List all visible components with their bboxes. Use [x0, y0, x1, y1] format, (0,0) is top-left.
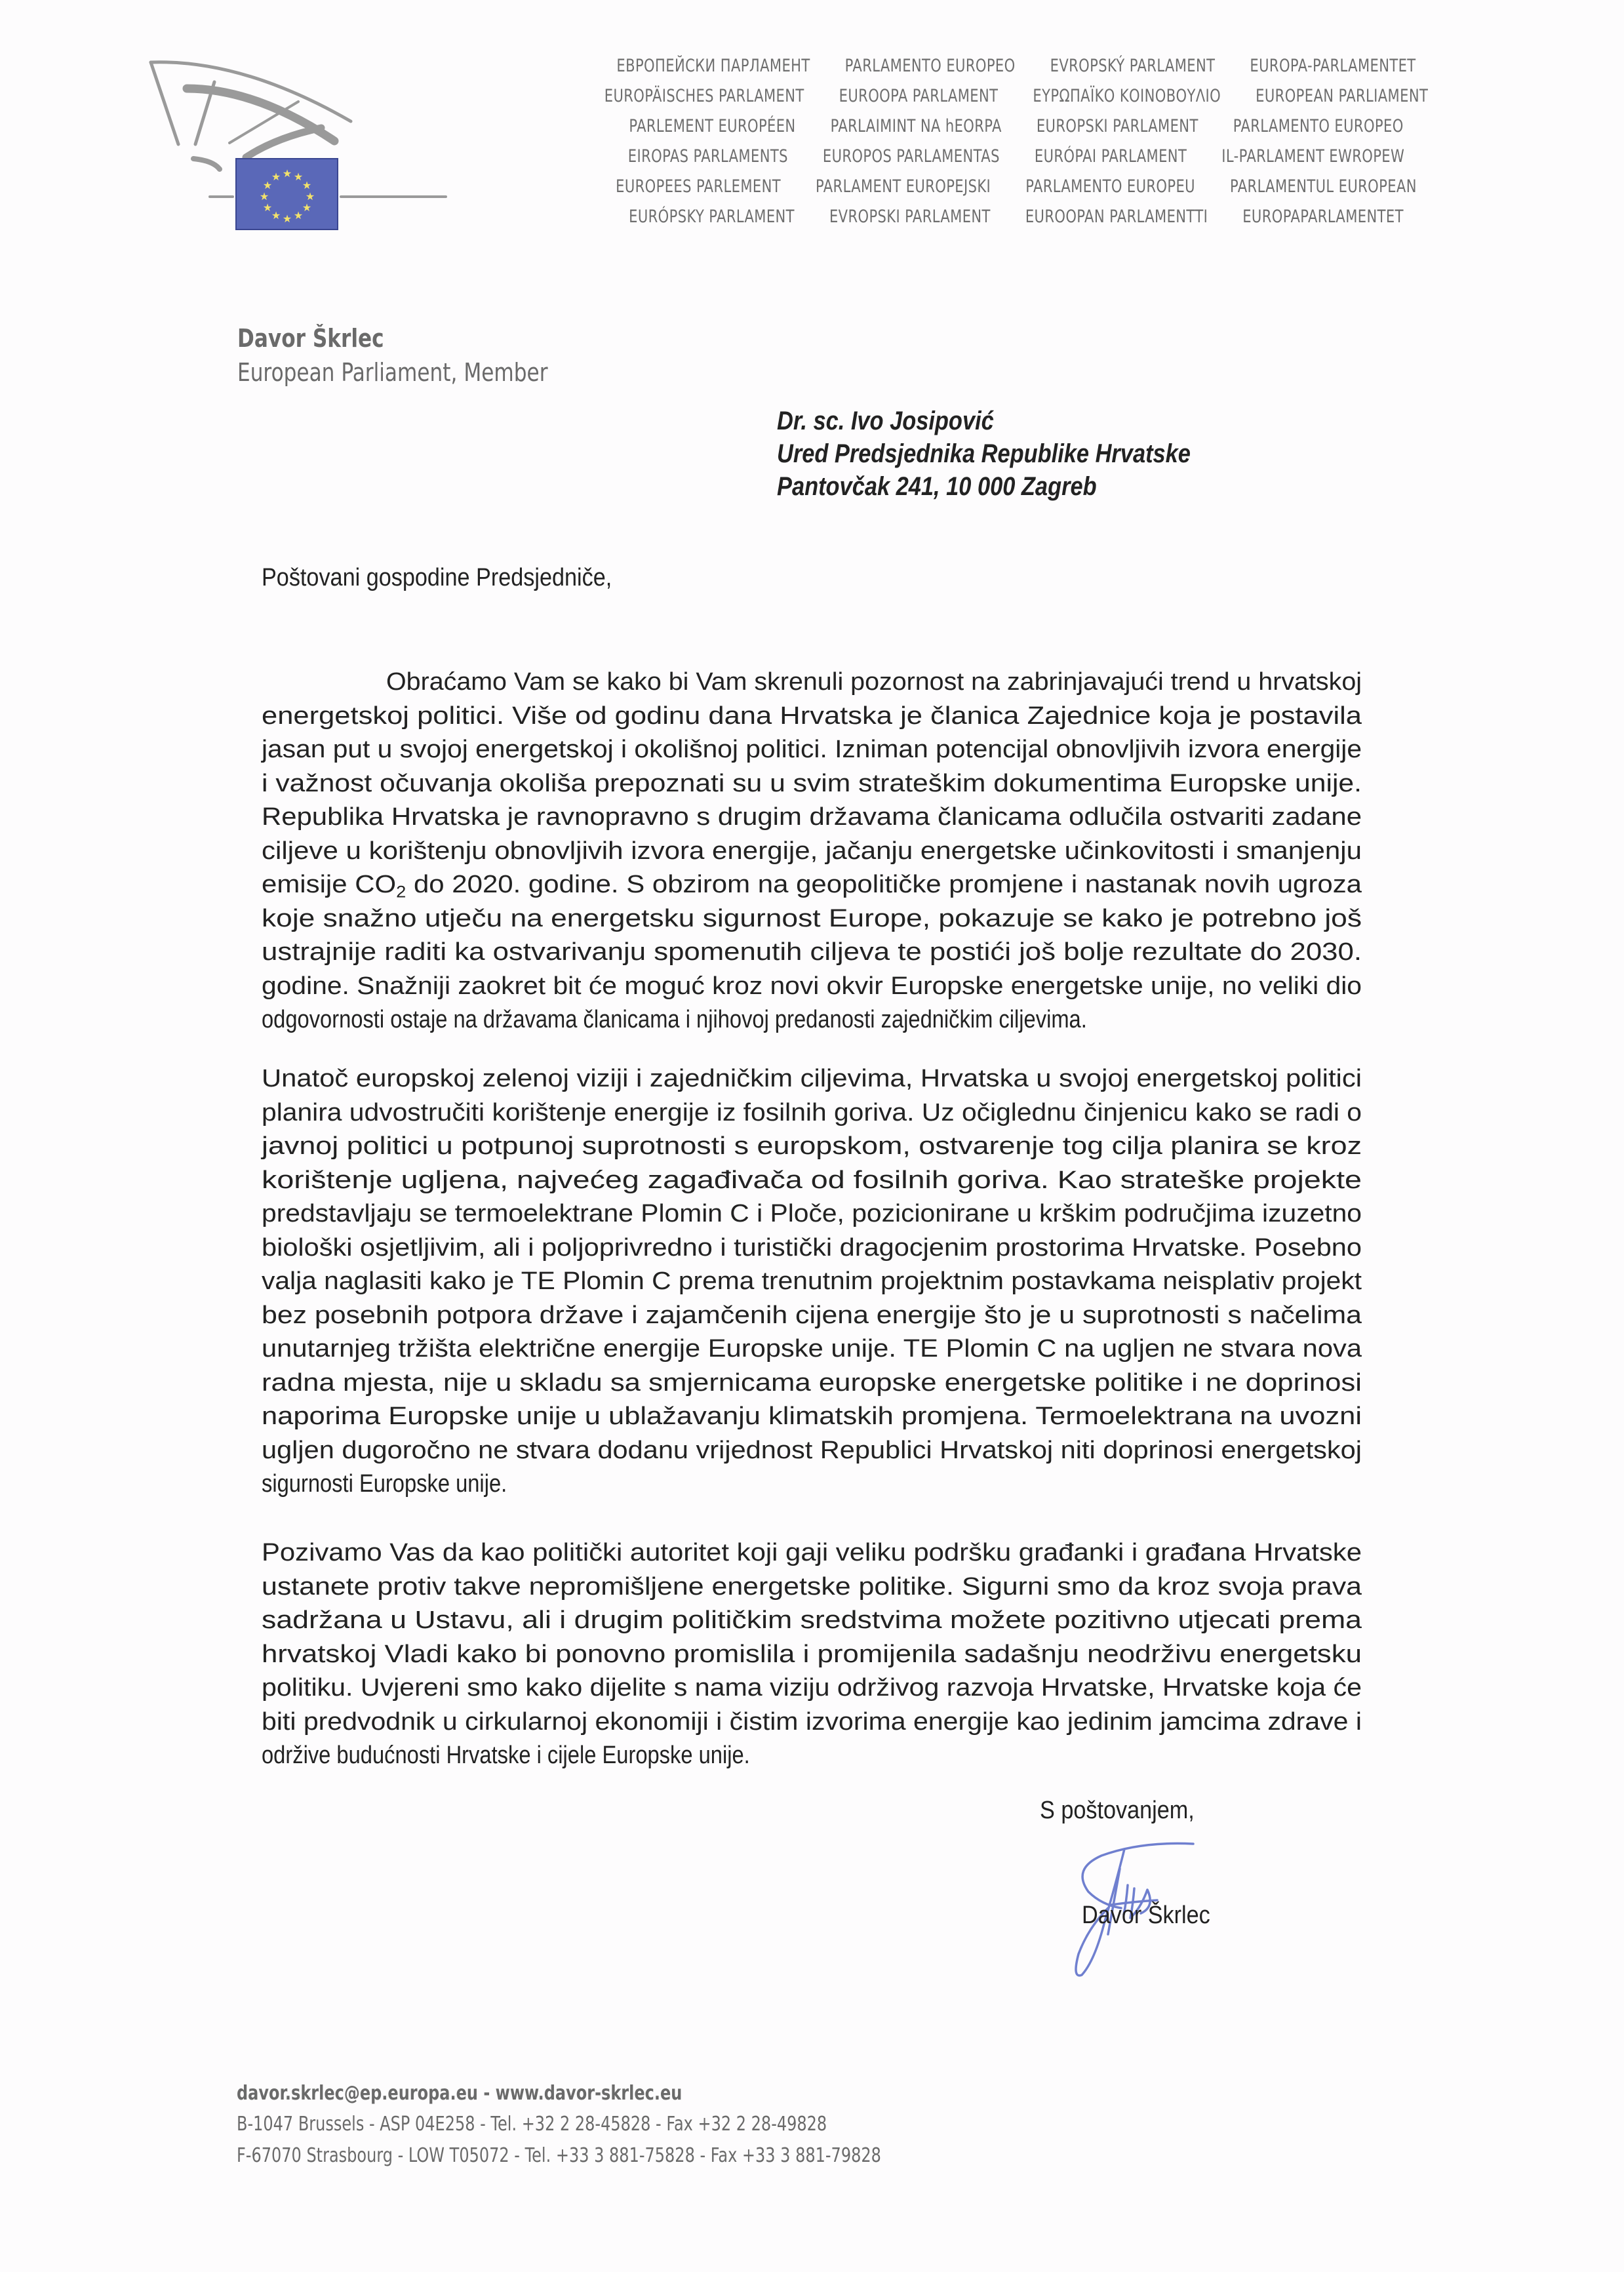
text-line-content: biti predvodnik u cirkularnoj ekonomiji i čistim izvorima energije kao jedinim jamcima zdrave i	[262, 1707, 1362, 1736]
footer-contact: davor.skrlec@ep.europa.eu - www.davor-skrlec.eu	[237, 2082, 683, 2105]
parliament-name: ΕΥΡΩΠΑΪΚΟ ΚΟΙΝΟΒΟΥΛΙΟ	[1033, 86, 1221, 106]
svg-text:★: ★	[305, 190, 315, 203]
text-line-content: sigurnosti Europske unije.	[262, 1470, 507, 1498]
text-line	[262, 1536, 1362, 1570]
parliament-name: EVROPSKÝ PARLAMENT	[1050, 56, 1216, 76]
text-line	[262, 936, 1362, 970]
text-line	[262, 1638, 1362, 1672]
european-parliament-logo-icon	[125, 46, 465, 243]
text-line	[262, 868, 1362, 902]
text-line	[262, 1197, 1362, 1231]
parliament-name: EUROPOS PARLAMENTAS	[822, 146, 1000, 167]
text-line	[262, 1299, 1362, 1333]
paragraph-2	[262, 1062, 1362, 1502]
text-line-content: jasan put u svojoj energetskoj i okolišnoj politici. Izniman potencijal obnovljivih izvora energije	[262, 736, 1362, 763]
paragraph-3	[262, 1536, 1362, 1773]
parliament-name: PARLAMENT EUROPEJSKI	[816, 176, 991, 197]
text-line	[262, 801, 1362, 835]
language-line	[582, 202, 1451, 232]
text-line-content: planira udvostručiti korištenje energije iz fosilnih goriva. Uz očiglednu činjenicu kako se radi o	[262, 1098, 1362, 1126]
parliament-name: PARLEMENT EUROPÉEN	[629, 116, 796, 136]
text-line-content: radna mjesta, nije u skladu sa smjernicama europske energetske politike i ne doprinosi	[262, 1368, 1362, 1397]
text-line-content: energetskoj politici. Više od godinu dana Hrvatska je članica Zajednice koja je postavila	[262, 702, 1362, 730]
text-line	[262, 1604, 1362, 1638]
text-line	[262, 1062, 1362, 1096]
text-line	[262, 767, 1362, 801]
text-line	[262, 970, 1362, 1004]
parliament-name: EVROPSKI PARLAMENT	[829, 207, 991, 227]
svg-text:★: ★	[302, 179, 312, 191]
text-line	[262, 1332, 1362, 1366]
sender-title: European Parliament, Member	[237, 358, 548, 387]
closing-phrase: S poštovanjem,	[1040, 1797, 1195, 1824]
parliament-name: EUROPAPARLAMENTET	[1242, 207, 1404, 227]
parliament-name: PARLAMENTO EUROPEO	[1233, 116, 1404, 136]
text-line	[262, 1366, 1362, 1401]
parliament-name: EUROOPAN PARLAMENTTI	[1025, 207, 1208, 227]
parliament-name: PARLAMENTUL EUROPEAN	[1230, 176, 1417, 197]
text-line	[262, 1231, 1362, 1266]
text-line-content: godine. Snažniji zaokret bit će moguć kroz novi okvir Europske energetske unije, no veliki dio	[262, 972, 1362, 1000]
parliament-name: EUROPEES PARLEMENT	[616, 176, 781, 197]
text-line	[262, 1265, 1362, 1299]
language-line	[582, 142, 1451, 172]
text-line-content: ustanete protiv takve nepromišljene energetske politike. Sigurni smo da kroz svoja prava	[262, 1572, 1362, 1601]
footer-brussels-address: B-1047 Brussels - ASP 04E258 - Tel. +32 2 28-45828 - Fax +32 2 28-49828	[237, 2113, 827, 2136]
text-line	[262, 1671, 1362, 1705]
text-line	[262, 700, 1362, 734]
text-line	[262, 1570, 1362, 1604]
text-line-content: valja naglasiti kako je TE Plomin C prema trenutnim projektnim postavkama neisplativ projekt	[262, 1267, 1362, 1295]
text-line-content: odgovornosti ostaje na državama članicama i njihovoj predanosti zajedničkim ciljevima.	[262, 1006, 1087, 1033]
text-line	[262, 1003, 1362, 1037]
language-line	[582, 51, 1451, 81]
text-line-content: unutarnjeg tržišta električne energije Europske unije. TE Plomin C na ugljen ne stvara nova	[262, 1335, 1362, 1363]
svg-text:★: ★	[282, 212, 292, 225]
svg-text:★: ★	[282, 167, 292, 180]
text-line-content: ciljeve u korištenju obnovljivih izvora energije, jačanju energetske učinkovitosti i smanjenju	[262, 837, 1362, 865]
text-line-content: Unatoč europskoj zelenoj viziji i zajedničkim ciljevima, Hrvatska u svojoj energetskoj politici	[262, 1065, 1362, 1092]
parliament-name: IL-PARLAMENT EWROPEW	[1221, 146, 1405, 167]
svg-text:★: ★	[259, 190, 269, 203]
text-line	[262, 733, 1362, 767]
text-line	[262, 666, 1362, 700]
svg-text:★: ★	[262, 179, 273, 191]
text-line-content: hrvatskoj Vladi kako bi ponovno promislila i promijenila sadašnju neodrživu energetsku	[262, 1640, 1362, 1668]
text-line-content: emisije $CO_2$ do 2020. godine. S obzirom na geopolitičke promjene i nastanak novih ugroza	[262, 871, 1362, 902]
parliament-name: EUROPÄISCHES PARLAMENT	[604, 86, 804, 106]
text-line	[262, 902, 1362, 936]
sender-name: Davor Škrlec	[237, 324, 384, 353]
text-line	[262, 1096, 1362, 1130]
parliament-name: EURÓPSKY PARLAMENT	[629, 207, 795, 227]
text-line-content: korištenje ugljena, najvećeg zagađivača od fosilnih goriva. Kao strateške projekte	[262, 1166, 1362, 1194]
svg-text:★: ★	[271, 170, 281, 183]
parliament-name: EIROPAS PARLAMENTS	[627, 146, 788, 167]
text-line	[262, 1164, 1362, 1198]
text-line-content: bez posebnih potpora države i zajamčenih cijena energije što je u suprotnosti s načelima	[262, 1301, 1362, 1329]
salutation: Poštovani gospodine Predsjedniče,	[262, 564, 612, 591]
recipient-office: Ured Predsjednika Republike Hrvatske	[777, 439, 1191, 468]
parliament-name: ЕВРОПЕЙСКИ ПАРЛАМЕНТ	[616, 56, 810, 76]
text-line-content: biološki osjetljivim, ali i poljoprivredno i turistički dragocjenim prostorima Hrvatske. Posebno	[262, 1233, 1362, 1262]
text-line-content: Obraćamo Vam se kako bi Vam skrenuli pozornost na zabrinjavajući trend u hrvatskoj	[386, 668, 1362, 696]
parliament-name: EUROPSKI PARLAMENT	[1036, 116, 1198, 136]
parliament-name: EURÓPAI PARLAMENT	[1034, 146, 1187, 167]
text-line-content: sadržana u Ustavu, ali i drugim političkim sredstvima možete pozitivno utjecati prema	[262, 1606, 1362, 1634]
parliament-name: PARLAMENTO EUROPEO	[844, 56, 1016, 76]
text-line	[262, 1467, 1362, 1502]
paragraph-1	[262, 666, 1362, 1037]
svg-text:★: ★	[302, 201, 312, 214]
text-line-content: predstavljaju se termoelektrane Plomin C i Ploče, pozicionirane u krškim područjima izuzetno	[262, 1200, 1362, 1227]
text-line	[262, 835, 1362, 869]
signed-name: Davor Škrlec	[1082, 1902, 1210, 1929]
svg-text:★: ★	[293, 209, 304, 222]
text-line	[262, 1705, 1362, 1740]
parliament-name: EUROPA-PARLAMENTET	[1250, 56, 1416, 76]
text-line	[262, 1130, 1362, 1164]
text-line-content: održive budućnosti Hrvatske i cijele Europske unije.	[262, 1742, 750, 1769]
footer-strasbourg-address: F-67070 Strasbourg - LOW T05072 - Tel. +33 3 881-75828 - Fax +33 3 881-79828	[237, 2144, 881, 2167]
text-line-content: politiku. Uvjereni smo kako dijelite s nama viziju održivog razvoja Hrvatske, Hrvatske koja će	[262, 1674, 1362, 1702]
language-line	[582, 111, 1451, 142]
parliament-name: PARLAMENTO EUROPEU	[1025, 176, 1195, 197]
text-line-content: ugljen dugoročno ne stvara dodanu vrijednost Republici Hrvatskoj niti doprinosi energetskoj	[262, 1436, 1362, 1464]
text-line	[262, 1739, 1362, 1773]
text-line-content: naporima Europske unije u ublažavanju klimatskih promjena. Termoelektrana na uvozni	[262, 1403, 1362, 1430]
text-line	[262, 1400, 1362, 1434]
parliament-name: PARLAIMINT NA hEORPA	[830, 116, 1002, 136]
hemicycle-logo-icon	[125, 46, 465, 243]
svg-text:★: ★	[271, 209, 281, 222]
text-line-content: Republika Hrvatska je ravnopravno s drugim državama članicama odlučila ostvariti zadane	[262, 803, 1362, 831]
text-line-content: ustrajnije raditi ka ostvarivanju spomenutih ciljeva te postići još bolje rezultate do 2030.	[262, 938, 1362, 966]
text-line-content: Pozivamo Vas da kao politički autoritet koji gaji veliku podršku građanki i građana Hrvatske	[262, 1539, 1362, 1566]
text-line-content: koje snažno utječu na energetsku sigurnost Europe, pokazuje se kako je potrebno još	[262, 904, 1362, 932]
parliament-name: EUROPEAN PARLIAMENT	[1256, 86, 1429, 106]
text-line-content: javnoj politici u potpunoj suprotnosti s europskom, ostvarenje tog cilja planira se kroz	[262, 1132, 1362, 1160]
parliament-name-languages	[459, 51, 1574, 232]
svg-text:★: ★	[262, 201, 273, 214]
text-line	[262, 1434, 1362, 1468]
recipient-address: Pantovčak 241, 10 000 Zagreb	[777, 472, 1097, 501]
language-line	[582, 81, 1451, 111]
svg-text:★: ★	[293, 170, 304, 183]
language-line	[582, 172, 1451, 202]
recipient-name: Dr. sc. Ivo Josipović	[777, 407, 994, 435]
parliament-name: EUROOPA PARLAMENT	[839, 86, 999, 106]
text-line-content: i važnost očuvanja okoliša prepoznati su u svim strateškim dokumentima Europske unije.	[262, 769, 1362, 797]
